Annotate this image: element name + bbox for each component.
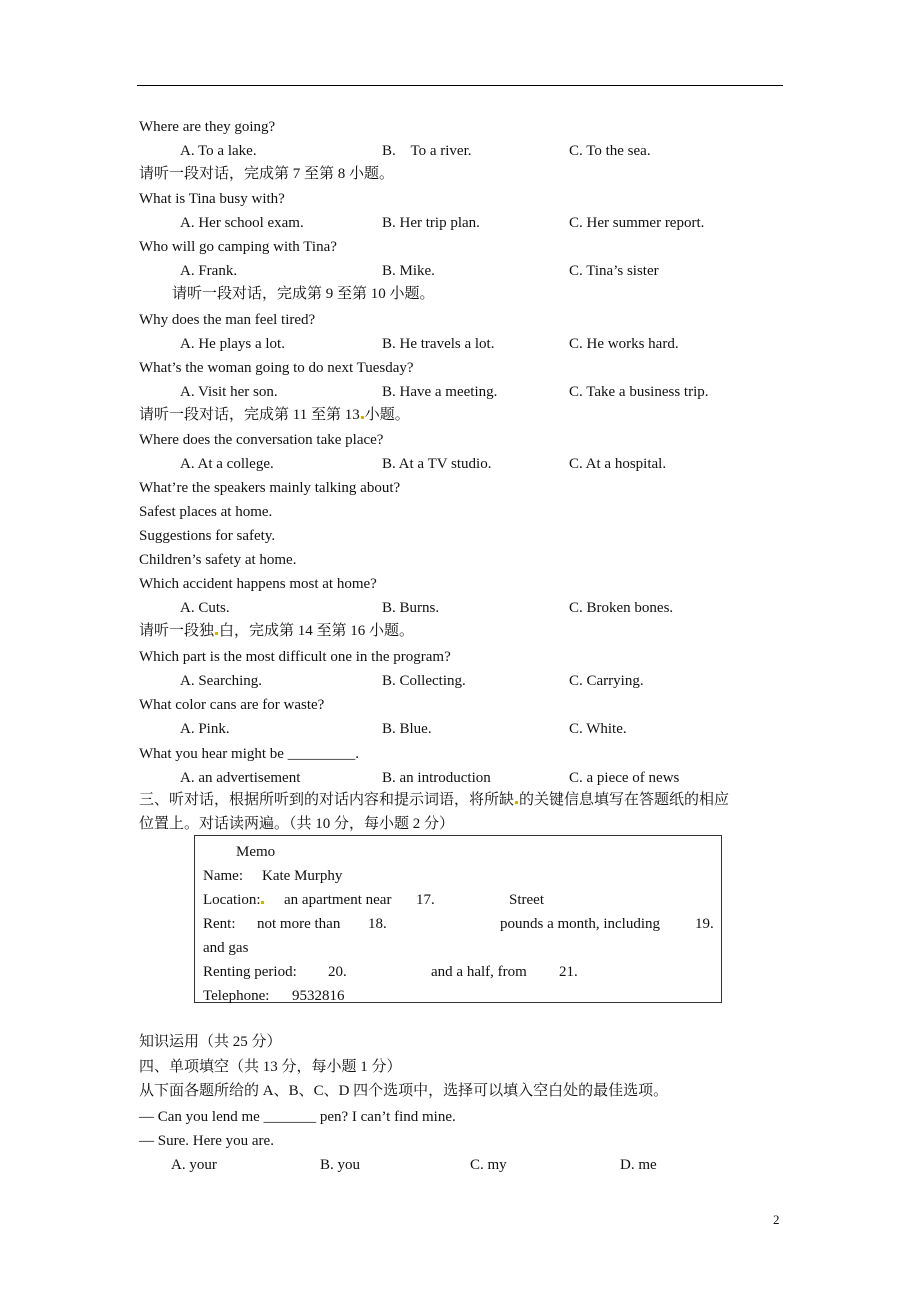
question-15-options [0,720,920,738]
option-a: A. To a lake. [180,143,257,159]
memo-period-mid: and a half, from [431,964,527,980]
memo-name-label: Name: [203,868,243,884]
question-10-options [0,383,920,401]
option-a: A. Visit her son. [180,384,278,400]
blank-18: 18. [368,916,387,932]
question-6: Where are they going? [139,119,276,135]
option-b: B. Collecting. [382,673,466,689]
memo-rent-mid: pounds a month, including [500,916,660,932]
question-16: What you hear might be _________. [139,746,359,762]
memo-period-label: Renting period: [203,964,297,980]
memo-rent-text: not more than [257,916,341,932]
option-c: C. At a hospital. [569,456,667,472]
option-b: B. Burns. [382,600,440,616]
question-11: Where does the conversation take place? [139,432,384,448]
blank-17: 17. [416,892,435,908]
question-13: Which accident happens most at home? [139,576,377,592]
memo-location-label [203,891,265,909]
section-3-heading-cont: 位置上。对话读两遍。（共 10 分，每小题 2 分） [139,816,455,832]
section-4-heading: 四、单项填空（共 13 分，每小题 1 分） [139,1059,402,1075]
memo-location-text: an apartment near [284,892,392,908]
option-a: A. Searching. [180,673,263,689]
option-c: C. Carrying. [569,673,644,689]
option-a: A. an advertisement [180,770,301,786]
memo-title: Memo [236,844,276,860]
memo-box [194,835,722,1003]
option-b: B. He travels a lot. [382,336,495,352]
instruction-14-16 [139,622,414,640]
option-c: Children’s safety at home. [139,552,297,568]
question-12: What’re the speakers mainly talking about? [139,480,401,496]
blank-21: 21. [559,964,578,980]
instruction-text: 白，完成第 14 至第 16 小题。 [219,623,415,639]
question-7: What is Tina busy with? [139,191,285,207]
edit-mark-icon [361,416,364,419]
blank-20: 20. [328,964,347,980]
section-3-text: 三、听对话，根据所听到的对话内容和提示词语，将所缺 [139,792,515,808]
option-d: D. me [620,1157,657,1173]
option-b: B. an introduction [382,770,491,786]
option-a: A. At a college. [180,456,274,472]
question-s4-1-line1: — Can you lend me _______ pen? I can’t find mine. [139,1109,456,1125]
question-6-options [0,142,920,160]
memo-name-value: Kate Murphy [262,868,343,884]
option-b: B. Have a meeting. [382,384,498,400]
section-4-instruction: 从下面各题所给的 A、B、C、D 四个选项中，选择可以填入空白处的最佳选项。 [139,1083,669,1099]
question-13-options [0,599,920,617]
option-a: A. your [171,1157,217,1173]
label-text: Location: [203,892,261,908]
option-b: B. At a TV studio. [382,456,492,472]
instruction-11-13 [139,406,410,424]
question-s4-1-line2: — Sure. Here you are. [139,1133,274,1149]
question-8: Who will go camping with Tina? [139,239,337,255]
option-a: A. Pink. [180,721,230,737]
option-c: C. He works hard. [569,336,679,352]
question-s4-1-options [0,1156,920,1174]
option-c: C. To the sea. [569,143,651,159]
instruction-text: 请听一段对话，完成第 11 至第 13 [139,407,360,423]
option-a: A. Cuts. [180,600,230,616]
section-3-heading [139,791,729,809]
option-b: B. Blue. [382,721,432,737]
question-7-options [0,214,920,232]
option-c: C. Tina’s sister [569,263,659,279]
option-a: A. He plays a lot. [180,336,285,352]
memo-location-suffix: Street [509,892,544,908]
option-c: C. White. [569,721,627,737]
instruction-text: 请听一段独 [139,623,215,639]
option-a: A. Her school exam. [180,215,304,231]
option-c: C. Broken bones. [569,600,674,616]
question-14-options [0,672,920,690]
header-rule [137,85,783,86]
page-number: 2 [773,1212,780,1227]
option-b: B. Mike. [382,263,435,279]
option-b: B. Her trip plan. [382,215,480,231]
option-b: B. you [320,1157,361,1173]
instruction-9-10: 请听一段对话，完成第 9 至第 10 小题。 [172,286,435,302]
option-c: C. Take a business trip. [569,384,709,400]
question-9-options [0,335,920,353]
option-a: Safest places at home. [139,504,273,520]
question-14: Which part is the most difficult one in the program? [139,649,451,665]
memo-phone-value: 9532816 [292,988,345,1004]
edit-mark-icon [215,632,218,635]
edit-mark-icon [515,801,518,804]
question-11-options [0,455,920,473]
question-15: What color cans are for waste? [139,697,325,713]
option-a: A. Frank. [180,263,238,279]
instruction-text: 小题。 [364,407,410,423]
memo-rent-label: Rent: [203,916,236,932]
section-3-text: 的关键信息填写在答题纸的相应 [519,792,730,808]
edit-mark-icon [261,901,264,904]
question-8-options [0,262,920,280]
option-c: C. my [470,1157,507,1173]
question-9: Why does the man feel tired? [139,312,316,328]
option-c: C. Her summer report. [569,215,705,231]
instruction-7-8: 请听一段对话，完成第 7 至第 8 小题。 [139,166,395,182]
memo-phone-label: Telephone: [203,988,270,1004]
option-c: C. a piece of news [569,770,680,786]
option-b: B. To a river. [382,143,472,159]
question-10: What’s the woman going to do next Tuesday? [139,360,414,376]
question-16-options [0,769,920,787]
memo-rent-tail: and gas [203,940,249,956]
knowledge-heading: 知识运用（共 25 分） [139,1034,282,1050]
blank-19: 19. [695,916,714,932]
option-b: Suggestions for safety. [139,528,276,544]
